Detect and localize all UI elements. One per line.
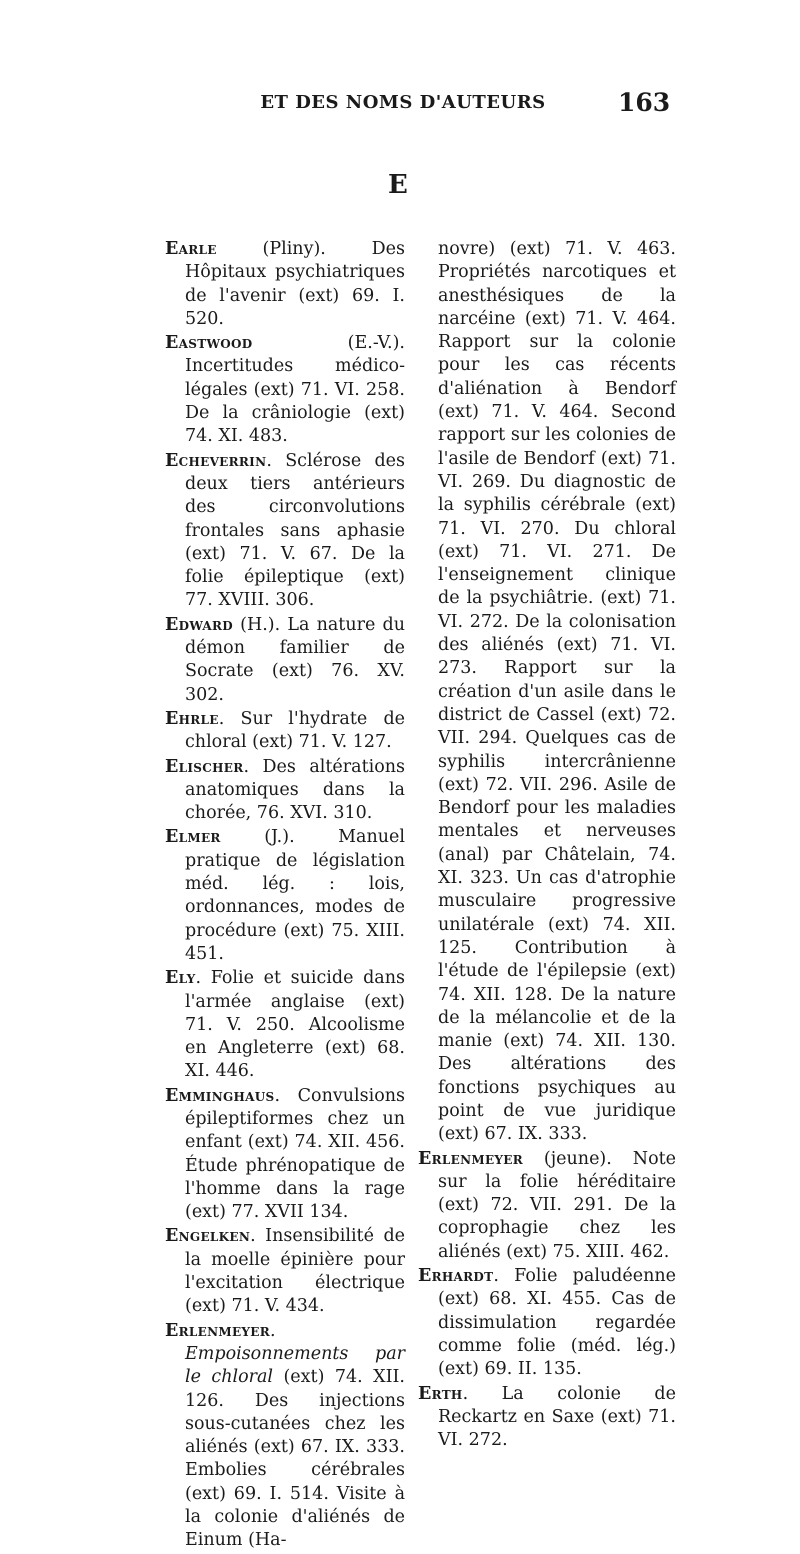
index-entry xyxy=(418,1383,676,1453)
section-letter: E xyxy=(388,170,408,200)
author-name: Eastwood xyxy=(165,333,253,354)
author-name: Echeverrin xyxy=(165,450,267,471)
index-entry xyxy=(165,332,405,448)
entry-text: novre) (ext) 71. V. 463. Propriétés narcotiques et anesthésiques de la narcéine (ext) 71. V. 464. Rapport sur la colonie pour les cas récents d'aliénation à Bendorf (ext) 71. V. 464. Second rapport sur les colonies de l'asile de Bendorf (ext) 71. VI. 269. Du diagnostic de la syphilis cérébrale (ext) 71. VI. 270. Du chloral (ext) 71. VI. 271. De l'enseignement clinique de la psychiâtrie. (ext) 71. VI. 272. De la colonisation des aliénés (ext) 71. VI. 273. Rapport sur la création d'un asile dans le district de Cassel (ext) 72. VII. 294. Quelques cas de syphilis intercrânienne (ext) 72. VII. 296. Asile de Bendorf pour les maladies mentales et nerveuses (anal) par Châtelain, 74. XI. 323. Un cas d'atrophie musculaire progressive unilatérale (ext) 74. XII. 125. Contribution à l'étude de l'épilepsie (ext) 74. XII. 128. De la nature de la mélancolie et de la manie (ext) 74. XII. 130. Des altérations des fonctions psychiques au point de vue juridique (ext) 67. IX. 333. xyxy=(438,239,676,1145)
index-entry xyxy=(418,1265,676,1381)
left-column xyxy=(165,238,405,1554)
index-entry xyxy=(165,967,405,1083)
author-name: Elischer xyxy=(165,756,244,777)
author-name: Erth xyxy=(418,1383,463,1404)
right-column xyxy=(418,238,676,1453)
entry-text: . Sclérose des deux tiers antérieurs des circonvolutions frontales sans aphasie (ext) 71. V. 67. De la folie épileptique (ext) 77. XVIII. 306. xyxy=(185,450,405,611)
index-entry xyxy=(165,614,405,707)
author-name: Edward xyxy=(165,614,233,635)
author-name: Emminghaus xyxy=(165,1085,275,1106)
index-entry-continuation xyxy=(418,238,676,1147)
index-entry xyxy=(165,826,405,966)
entry-text: . Convulsions épileptiformes chez un enfant (ext) 74. XII. 456. Étude phrénopatique de l'homme dans la rage (ext) 77. XVII 134. xyxy=(185,1085,405,1223)
entry-text: . Folie et suicide dans l'armée anglaise (ext) 71. V. 250. Alcoolisme en Angleterre (ext) 68. XI. 446. xyxy=(185,968,405,1082)
index-entry xyxy=(165,708,405,755)
entry-text: (H.). La nature du démon familier de Socrate (ext) 76. XV. 302. xyxy=(185,614,405,705)
entry-text: . Des altérations anatomiques dans la chorée, 76. XVI. 310. xyxy=(185,756,405,824)
author-name: Engelken xyxy=(165,1226,251,1247)
index-entry xyxy=(165,238,405,331)
author-name: Erlenmeyer xyxy=(418,1148,523,1169)
author-name: Ehrle xyxy=(165,708,219,729)
entry-text: (ext) 74. XII. 126. Des injections sous-cutanées chez les aliénés (ext) 67. IX. 333. Embolies cérébrales (ext) 69. I. 514. Visite à la colonie d'aliénés de Einum (Ha- xyxy=(185,1367,405,1551)
author-name: Erhardt xyxy=(418,1266,494,1287)
entry-text: (E.-V.). Incertitudes médico-légales (ext) 71. VI. 258. De la crâniologie (ext) 74. XI. 483. xyxy=(185,333,405,447)
index-entry xyxy=(165,1320,405,1553)
entry-text: . Folie paludéenne (ext) 68. XI. 455. Cas de dissimulation regardée comme folie (méd. lég.) (ext) 69. II. 135. xyxy=(438,1266,676,1380)
index-entry xyxy=(165,756,405,826)
index-entry xyxy=(165,450,405,613)
entry-text: . La colonie de Reckartz en Saxe (ext) 71. VI. 272. xyxy=(438,1383,676,1451)
author-name: Earle xyxy=(165,239,217,259)
entry-title-italic: . Empoisonnements par le chloral xyxy=(185,1320,405,1388)
entry-text: (J.). Manuel pratique de législation méd. lég. : lois, ordonnances, modes de procédure (ext) 75. XIII. 451. xyxy=(185,827,405,964)
entry-text: (Pliny). Des Hôpitaux psychiatriques de l'avenir (ext) 69. I. 520. xyxy=(185,239,405,329)
index-entry xyxy=(165,1225,405,1318)
entry-text: . Insensibilité de la moelle épinière pour l'excitation électrique (ext) 71. V. 434. xyxy=(185,1226,405,1317)
running-header: ET DES NOMS D'AUTEURS xyxy=(260,92,546,113)
index-entry xyxy=(165,1085,405,1225)
author-name: Erlenmeyer xyxy=(165,1320,270,1341)
author-name: Elmer xyxy=(165,827,221,848)
index-entry xyxy=(418,1148,676,1264)
author-name: Ely xyxy=(165,968,196,989)
page-number: 163 xyxy=(618,88,671,117)
entry-text: (jeune). Note sur la folie héréditaire (ext) 72. VII. 291. De la coprophagie chez les aliénés (ext) 75. XIII. 462. xyxy=(438,1148,676,1262)
entry-text: . Sur l'hydrate de chloral (ext) 71. V. 127. xyxy=(185,708,405,753)
